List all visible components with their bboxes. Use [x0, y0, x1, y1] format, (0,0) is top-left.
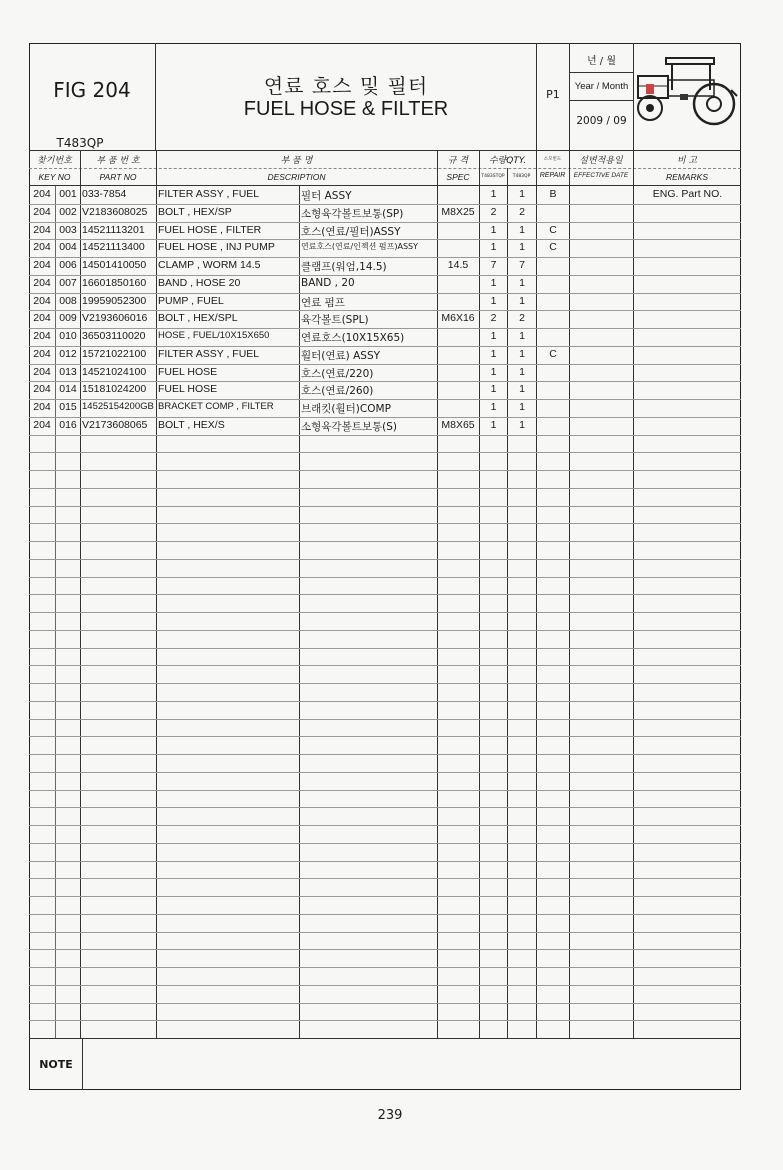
divider [82, 1038, 83, 1090]
divider [29, 150, 741, 151]
year-month-label: Year / Month [574, 81, 629, 92]
row-divider [29, 630, 741, 631]
row-divider [29, 452, 741, 453]
cell-part: 14521113201 [82, 223, 145, 236]
cell-repair: C [549, 223, 557, 236]
cell-fig: 204 [33, 241, 51, 254]
cell-part: 14521113400 [82, 241, 145, 254]
cell-fig: 204 [33, 188, 51, 200]
cell-part: 15181024200 [82, 383, 147, 396]
row-divider [29, 967, 741, 968]
row-divider [29, 364, 741, 365]
cell-q2: 1 [519, 276, 525, 289]
cell-desc-en: FUEL HOSE , FILTER [158, 223, 262, 236]
column-header-key-korean: 찾기번호 [37, 156, 72, 166]
cell-fig: 204 [33, 259, 51, 271]
cell-q2: 1 [519, 383, 525, 396]
cell-spec: M8X65 [441, 418, 475, 431]
cell-desc-en: FILTER ASSY , FUEL [158, 347, 260, 360]
row-divider [29, 736, 741, 737]
row-divider [29, 665, 741, 666]
cell-fig: 204 [33, 365, 51, 378]
cell-repair: C [549, 347, 557, 360]
cell-fig: 204 [33, 205, 51, 218]
divider [569, 72, 633, 73]
cell-q1: 2 [490, 205, 497, 218]
cell-q1: 1 [490, 276, 497, 289]
column-header-qty-model-b: T483QP [512, 174, 531, 179]
cell-desc-en: BOLT , HEX/S [158, 418, 225, 431]
column-header-effective: EFFECTIVE DATE [573, 172, 629, 179]
cell-q2: 1 [519, 347, 525, 360]
row-divider [29, 523, 741, 524]
row-divider [29, 222, 741, 223]
row-divider [29, 612, 741, 613]
cell-fig: 204 [33, 294, 51, 307]
cell-desc-ko: 휠터(연료) ASSY [301, 349, 381, 362]
cell-q1: 1 [490, 401, 497, 413]
cell-desc-en: BOLT , HEX/SPL [158, 312, 238, 325]
cell-part: 14501410050 [82, 259, 147, 271]
cell-q1: 1 [490, 223, 497, 236]
cell-part: 14525154200GB [82, 401, 154, 412]
cell-spec: 14.5 [447, 259, 469, 271]
cell-q2: 1 [519, 294, 525, 307]
column-header-part-korean: 부 품 번 호 [96, 156, 140, 166]
row-divider [29, 239, 741, 240]
cell-desc-ko: 호스(연료/220) [301, 367, 374, 380]
page-title-korean: 연료 호스 및 필터 [263, 74, 429, 98]
cell-key: 010 [59, 330, 77, 342]
cell-fig: 204 [33, 276, 51, 289]
column-header-spec: SPEC [446, 172, 470, 182]
cell-q1: 2 [490, 312, 497, 325]
year-month-label-korean: 년 / 월 [586, 56, 617, 67]
cell-part: 15721022100 [82, 347, 147, 360]
row-divider [29, 346, 741, 347]
cell-desc-en: BRACKET COMP , FILTER [158, 401, 274, 412]
cell-part: 36503110020 [82, 330, 146, 342]
cell-q2: 2 [519, 312, 525, 325]
row-divider [29, 594, 741, 595]
row-divider [29, 790, 741, 791]
cell-q1: 1 [490, 294, 497, 307]
model-code: T483QP [56, 136, 104, 150]
cell-desc-en: FUEL HOSE [158, 365, 218, 378]
row-divider [29, 825, 741, 826]
cell-fig: 204 [33, 347, 51, 360]
cell-part: V2183608025 [82, 205, 148, 218]
cell-part: V2173608065 [82, 418, 148, 431]
tractor-icon [636, 50, 738, 130]
cell-desc-ko: 연료호스(10X15X65) [301, 332, 405, 344]
cell-q1: 1 [490, 347, 497, 360]
cell-key: 004 [59, 241, 77, 254]
page-number: 239 [377, 1108, 403, 1123]
column-header-remarks-korean: 비 고 [676, 156, 698, 166]
cell-fig: 204 [33, 401, 51, 413]
row-divider [29, 1003, 741, 1004]
cell-desc-ko: 호스(연료/260) [301, 385, 374, 398]
cell-desc-en: CLAMP , WORM 14.5 [158, 259, 261, 271]
row-divider [29, 648, 741, 649]
column-header-effective-korean: 설변적용일 [579, 156, 623, 166]
row-divider [29, 701, 741, 702]
cell-desc-ko: 연료 펌프 [301, 296, 345, 309]
cell-q2: 1 [519, 188, 525, 200]
cell-spec: M8X25 [441, 205, 475, 218]
column-header-key: KEY NO [38, 172, 71, 182]
row-divider [29, 878, 741, 879]
row-divider [29, 541, 741, 542]
row-divider [29, 381, 741, 382]
cell-key: 009 [59, 312, 77, 325]
row-divider [29, 577, 741, 578]
row-divider [29, 275, 741, 276]
row-divider [29, 257, 741, 258]
cell-desc-ko: 클램프(워엄,14.5) [301, 261, 387, 273]
cell-repair: C [549, 241, 557, 254]
note-label: NOTE [39, 1058, 73, 1071]
cell-fig: 204 [33, 418, 51, 431]
cell-desc-ko: 필터 ASSY [301, 190, 352, 202]
cell-q2: 1 [519, 418, 525, 431]
column-header-qty-model-a: T483STQP [481, 174, 505, 179]
cell-fig: 204 [33, 383, 51, 396]
row-divider [29, 204, 741, 205]
row-divider [29, 896, 741, 897]
cell-key: 006 [59, 259, 77, 271]
cell-part: 14521024100 [82, 365, 147, 378]
cell-key: 016 [59, 418, 77, 431]
cell-desc-en: HOSE , FUEL/10X15X650 [158, 330, 270, 341]
cell-q2: 2 [519, 205, 525, 218]
cell-q2: 7 [519, 259, 525, 271]
divider [29, 1038, 741, 1039]
cell-key: 008 [59, 294, 77, 307]
cell-desc-ko: 호스(연료/필터)ASSY [301, 225, 401, 238]
row-divider [29, 310, 741, 311]
divider [633, 43, 634, 150]
cell-key: 012 [59, 347, 77, 360]
cell-key: 007 [59, 276, 77, 289]
row-divider [29, 417, 741, 418]
row-divider [29, 506, 741, 507]
cell-desc-en: BAND , HOSE 20 [158, 276, 241, 289]
column-header-qty: 수량QTY. [488, 156, 527, 166]
cell-q1: 7 [490, 259, 497, 271]
cell-desc-ko: 브래킷(휠터)COMP [301, 403, 391, 415]
row-divider [29, 949, 741, 950]
cell-q2: 1 [519, 330, 525, 342]
cell-part: 19959052300 [82, 294, 147, 307]
cell-remarks: ENG. Part NO. [652, 188, 723, 200]
row-divider [29, 488, 741, 489]
cell-repair: B [549, 188, 557, 200]
cell-q1: 1 [490, 365, 497, 378]
cell-part: V2193606016 [82, 312, 148, 325]
cell-q2: 1 [519, 223, 525, 236]
row-divider [29, 328, 741, 329]
cell-key: 003 [59, 223, 77, 236]
row-divider [29, 399, 741, 400]
cell-q1: 1 [490, 241, 497, 254]
row-divider [29, 683, 741, 684]
row-divider [29, 293, 741, 294]
cell-desc-en: FUEL HOSE [158, 383, 218, 396]
year-month-value: 2009 / 09 [576, 115, 627, 127]
cell-key: 002 [59, 205, 77, 218]
cell-key: 015 [59, 401, 77, 413]
cell-key: 001 [59, 188, 77, 200]
cell-q1: 1 [490, 383, 497, 396]
column-header-repair-korean: 소모빈도 [543, 157, 562, 162]
cell-desc-ko: 소형육각볼트보통(S) [301, 420, 398, 433]
row-divider [29, 754, 741, 755]
row-divider [29, 559, 741, 560]
row-divider [29, 985, 741, 986]
cell-q1: 1 [490, 330, 497, 342]
cell-q2: 1 [519, 365, 525, 378]
cell-desc-ko: 육각볼트(SPL) [301, 314, 369, 327]
cell-desc-ko: BAND , 20 [301, 276, 355, 289]
row-divider [29, 932, 741, 933]
cell-key: 014 [59, 383, 77, 396]
figure-number: FIG 204 [53, 78, 131, 102]
divider [29, 185, 741, 186]
row-divider [29, 914, 741, 915]
cell-fig: 204 [33, 312, 51, 325]
row-divider [29, 772, 741, 773]
cell-desc-en: PUMP , FUEL [158, 294, 224, 307]
cell-key: 013 [59, 365, 77, 378]
column-header-spec-korean: 규 격 [447, 156, 469, 166]
cell-q2: 1 [519, 241, 525, 254]
row-divider [29, 435, 741, 436]
row-divider [29, 843, 741, 844]
row-divider [29, 807, 741, 808]
column-header-repair: REPAIR [539, 172, 566, 179]
row-divider [29, 719, 741, 720]
cell-desc-en: FUEL HOSE , INJ PUMP [158, 241, 275, 254]
cell-desc-en: FILTER ASSY , FUEL [158, 188, 260, 200]
page-title: FUEL HOSE & FILTER [243, 98, 449, 120]
column-header-remarks: REMARKS [665, 172, 709, 182]
cell-part: 16601850160 [82, 276, 147, 289]
column-header-description: DESCRIPTION [267, 172, 326, 182]
column-header-description-korean: 부 품 명 [280, 156, 313, 166]
divider [29, 168, 741, 169]
row-divider [29, 470, 741, 471]
row-divider [29, 861, 741, 862]
page-code: P1 [546, 88, 560, 101]
cell-desc-ko: 소형육각볼트보통(SP) [301, 207, 404, 220]
row-divider [29, 1020, 741, 1021]
cell-fig: 204 [33, 223, 51, 236]
cell-q1: 1 [490, 188, 497, 200]
cell-q1: 1 [490, 418, 497, 431]
cell-spec: M6X16 [441, 312, 475, 325]
column-header-part: PART NO [99, 172, 137, 182]
cell-part: 033-7854 [82, 188, 127, 200]
cell-q2: 1 [519, 401, 525, 413]
cell-fig: 204 [33, 330, 51, 342]
cell-desc-en: BOLT , HEX/SP [158, 205, 232, 218]
cell-desc-ko: 연료호스(연료/인젝션 펌프)ASSY [301, 242, 419, 252]
divider [569, 100, 633, 101]
